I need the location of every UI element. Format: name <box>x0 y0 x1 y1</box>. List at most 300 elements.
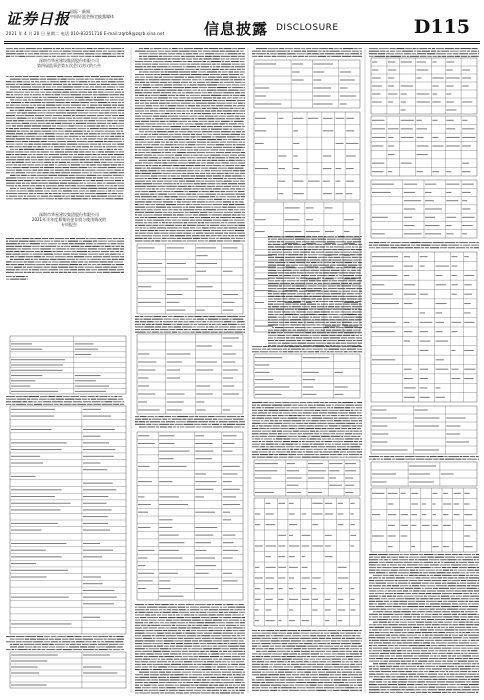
text-line <box>42 238 48 239</box>
text-line <box>10 89 18 90</box>
text-line <box>183 155 190 156</box>
text-line <box>117 53 120 54</box>
text-line <box>6 636 15 637</box>
text-line <box>196 426 201 427</box>
text-line <box>199 53 204 54</box>
text-line <box>324 653 331 654</box>
text-line <box>193 214 198 215</box>
text-line <box>150 194 155 195</box>
text-line <box>328 259 331 260</box>
text-line <box>292 317 298 318</box>
text-line <box>222 324 228 325</box>
text-line <box>135 612 138 613</box>
text-line <box>193 646 200 647</box>
text-line <box>284 278 295 279</box>
text-line <box>11 570 68 571</box>
text-line <box>290 272 296 273</box>
text-line <box>203 155 209 156</box>
text-line <box>201 627 207 628</box>
text-line <box>224 656 231 657</box>
text-line <box>96 180 104 181</box>
text-line <box>186 53 192 54</box>
text-line <box>234 121 244 122</box>
text-line <box>327 407 330 408</box>
text-line <box>310 241 314 242</box>
text-line <box>98 92 104 93</box>
text-line <box>138 354 149 355</box>
text-line <box>228 207 236 208</box>
text-line <box>39 177 43 178</box>
text-line <box>335 423 345 424</box>
text-line <box>220 669 227 670</box>
text-line <box>186 199 197 200</box>
text-line <box>239 640 244 641</box>
text-line <box>281 241 284 242</box>
text-line <box>103 183 106 184</box>
text-line <box>196 181 201 182</box>
text-line <box>135 692 139 693</box>
text-line <box>23 246 32 247</box>
text-line <box>352 51 359 52</box>
text-line <box>306 283 313 284</box>
text-line <box>252 664 260 665</box>
text-line <box>82 198 87 199</box>
text-line <box>154 630 162 631</box>
text-line <box>178 627 186 628</box>
text-line <box>241 416 244 417</box>
text-line <box>355 309 357 310</box>
text-line <box>202 638 211 639</box>
text-line <box>199 155 203 156</box>
text-line <box>15 141 21 142</box>
text-line <box>187 625 191 626</box>
text-line <box>310 317 312 318</box>
text-line <box>167 131 174 132</box>
text-line <box>54 89 64 90</box>
text-line <box>281 298 287 299</box>
text-line <box>180 183 182 184</box>
text-line <box>85 256 92 257</box>
text-line <box>268 265 276 266</box>
text-line <box>168 222 171 223</box>
text-line <box>63 86 74 87</box>
text-line <box>297 679 303 680</box>
text-line <box>150 129 154 130</box>
text-line <box>193 155 198 156</box>
text-line <box>271 332 276 333</box>
text-line <box>341 425 350 426</box>
text-line <box>195 209 203 210</box>
text-line <box>158 160 161 161</box>
text-line <box>252 640 255 641</box>
text-line <box>11 94 14 95</box>
text-line <box>330 332 337 333</box>
text-line <box>159 679 169 680</box>
text-line <box>292 72 300 73</box>
text-line <box>338 249 343 250</box>
text-line <box>342 293 346 294</box>
text-line <box>135 614 145 615</box>
text-line <box>328 423 335 424</box>
text-line <box>307 51 318 52</box>
text-line <box>72 272 77 273</box>
text-line <box>348 337 355 338</box>
text-line <box>147 664 152 665</box>
text-line <box>42 110 47 111</box>
text-line <box>138 378 148 379</box>
text-line <box>146 207 156 208</box>
text-line <box>110 254 116 255</box>
text-line <box>213 165 221 166</box>
text-line <box>221 319 228 320</box>
text-line <box>21 254 28 255</box>
text-line <box>219 48 223 49</box>
text-line <box>94 243 97 244</box>
text-line <box>92 154 96 155</box>
text-line <box>178 186 187 187</box>
text-line <box>205 666 211 667</box>
text-line <box>35 107 37 108</box>
text-line <box>197 82 205 83</box>
text-line <box>348 428 351 429</box>
text-line <box>344 436 351 437</box>
text-line <box>9 128 13 129</box>
text-line <box>292 335 299 336</box>
text-line <box>307 425 314 426</box>
text-line <box>173 56 180 57</box>
text-line <box>197 225 206 226</box>
text-line <box>216 614 223 615</box>
text-line <box>232 690 235 691</box>
text-line <box>34 99 42 100</box>
text-line <box>234 168 243 169</box>
text-line <box>10 79 21 80</box>
text-line <box>196 220 203 221</box>
text-line <box>270 646 274 647</box>
text-line <box>212 424 219 425</box>
text-line <box>90 97 93 98</box>
text-line <box>24 180 32 181</box>
text-line <box>97 136 100 137</box>
text-line <box>210 142 219 143</box>
text-line <box>335 405 345 406</box>
text-line <box>305 441 314 442</box>
text-line <box>75 399 81 400</box>
text-line <box>225 175 232 176</box>
text-line <box>18 256 24 257</box>
text-line <box>265 407 275 408</box>
text-line <box>344 252 352 253</box>
text-line <box>274 330 280 331</box>
text-line <box>238 638 242 639</box>
text-line <box>162 48 168 49</box>
text-line <box>44 193 48 194</box>
text-line <box>139 175 150 176</box>
text-line <box>347 293 354 294</box>
text-line <box>11 429 51 430</box>
text-line <box>338 402 342 403</box>
text-line <box>164 196 169 197</box>
text-line <box>52 193 57 194</box>
text-line <box>296 293 306 294</box>
text-line <box>6 167 12 168</box>
text-line <box>141 664 146 665</box>
text-line <box>151 685 157 686</box>
text-line <box>103 172 108 173</box>
text-line <box>325 231 334 232</box>
text-line <box>55 172 60 173</box>
text-line <box>308 478 324 479</box>
text-line <box>273 418 280 419</box>
text-line <box>195 685 198 686</box>
text-line <box>228 643 230 644</box>
text-line <box>359 651 362 652</box>
text-line <box>358 346 362 347</box>
text-line <box>342 444 350 445</box>
text-line <box>61 53 66 54</box>
text-line <box>302 535 311 536</box>
text-line <box>314 425 323 426</box>
text-line <box>281 296 285 297</box>
text-line <box>145 217 148 218</box>
text-line <box>242 659 245 660</box>
text-line <box>300 674 305 675</box>
text-line <box>192 679 196 680</box>
text-line <box>286 651 290 652</box>
text-line <box>210 235 216 236</box>
text-line <box>230 648 238 649</box>
text-line <box>234 212 241 213</box>
text-line <box>11 563 36 564</box>
text-line <box>67 53 73 54</box>
text-line <box>114 170 121 171</box>
text-line <box>341 285 351 286</box>
text-line <box>196 255 207 256</box>
text-line <box>232 321 236 322</box>
text-line <box>149 661 156 662</box>
text-line <box>62 180 71 181</box>
text-line <box>97 272 103 273</box>
text-line <box>319 420 325 421</box>
text-line <box>239 690 245 691</box>
text-line <box>6 246 14 247</box>
text-line <box>6 56 10 57</box>
text-line <box>47 141 56 142</box>
text-line <box>312 249 318 250</box>
text-line <box>183 61 187 62</box>
text-line <box>258 410 263 411</box>
text-line <box>190 51 197 52</box>
text-line <box>315 267 319 268</box>
text-line <box>166 100 176 101</box>
text-line <box>135 661 140 662</box>
text-line <box>331 640 337 641</box>
text-line <box>79 81 88 82</box>
text-line <box>289 546 299 547</box>
text-line <box>186 92 194 93</box>
text-line <box>163 214 173 215</box>
text-line <box>196 103 207 104</box>
text-line <box>338 418 348 419</box>
text-line <box>252 666 261 667</box>
text-line <box>76 177 85 178</box>
text-line <box>308 118 318 119</box>
text-line <box>54 404 59 405</box>
text-line <box>214 627 223 628</box>
text-line <box>22 185 30 186</box>
text-line <box>221 155 229 156</box>
text-line <box>275 246 286 247</box>
text-line <box>122 112 124 113</box>
text-line <box>97 175 102 176</box>
text-line <box>135 103 139 104</box>
text-line <box>303 379 315 380</box>
text-line <box>316 280 321 281</box>
text-line <box>13 276 15 277</box>
text-line <box>174 77 184 78</box>
text-line <box>33 401 36 402</box>
text-line <box>266 578 274 579</box>
text-line <box>312 53 319 54</box>
text-line <box>135 682 143 683</box>
text-line <box>361 640 362 641</box>
text-line <box>79 120 83 121</box>
text-line <box>167 677 169 678</box>
text-line <box>207 162 214 163</box>
text-line <box>84 183 86 184</box>
text-line <box>294 449 299 450</box>
text-line <box>195 416 198 417</box>
text-line <box>222 61 225 62</box>
text-line <box>281 244 287 245</box>
text-line <box>151 175 158 176</box>
text-line <box>118 105 124 106</box>
text-line <box>144 682 149 683</box>
text-line <box>200 682 209 683</box>
text-line <box>186 690 193 691</box>
text-line <box>230 199 240 200</box>
text-line <box>92 641 96 642</box>
text-line <box>353 630 358 631</box>
text-line <box>209 625 218 626</box>
text-line <box>255 302 264 303</box>
text-line <box>211 217 215 218</box>
text-line <box>202 191 210 192</box>
dateline: 2021 年 4 月 20 日 星期二 电话 010-83251716 E-mail:zqrb9@zqrb.sina.net <box>6 31 165 36</box>
text-line <box>332 438 334 439</box>
text-line <box>186 235 192 236</box>
text-line <box>6 112 16 113</box>
text-line <box>263 425 271 426</box>
text-line <box>217 194 221 195</box>
text-line <box>30 79 39 80</box>
text-line <box>322 438 327 439</box>
text-line <box>150 204 155 205</box>
text-line <box>51 110 57 111</box>
text-line <box>326 51 328 52</box>
text-line <box>48 146 50 147</box>
text-line <box>356 340 362 341</box>
text-line <box>283 252 292 253</box>
text-line <box>14 128 19 129</box>
text-line <box>22 123 30 124</box>
text-line <box>82 644 89 645</box>
text-line <box>11 496 55 497</box>
text-line <box>268 343 277 344</box>
text-line <box>202 426 212 427</box>
text-line <box>38 123 45 124</box>
text-line <box>182 238 193 239</box>
text-line <box>268 651 277 652</box>
text-line <box>252 349 261 350</box>
text-line <box>18 89 21 90</box>
text-line <box>196 227 201 228</box>
text-line <box>274 669 278 670</box>
text-line <box>171 147 174 148</box>
text-line <box>61 246 63 247</box>
text-line <box>183 656 188 657</box>
text-line <box>82 399 87 400</box>
text-line <box>40 246 44 247</box>
text-line <box>319 646 324 647</box>
text-line <box>71 246 80 247</box>
text-line <box>169 121 177 122</box>
text-line <box>296 278 300 279</box>
text-line <box>274 423 282 424</box>
text-line <box>223 659 231 660</box>
text-line <box>54 149 60 150</box>
text-line <box>272 638 278 639</box>
text-line <box>196 271 206 272</box>
text-line <box>103 105 111 106</box>
text-line <box>6 193 17 194</box>
text-line <box>73 53 84 54</box>
text-line <box>335 351 343 352</box>
text-line <box>87 175 97 176</box>
text-line <box>312 335 320 336</box>
text-line <box>309 330 314 331</box>
text-line <box>182 332 190 333</box>
text-line <box>308 463 323 464</box>
text-line <box>289 306 291 307</box>
text-line <box>172 222 182 223</box>
text-line <box>330 633 339 634</box>
text-line <box>261 643 270 644</box>
text-line <box>215 661 222 662</box>
text-line <box>224 113 226 114</box>
text-line <box>145 123 155 124</box>
text-line <box>235 204 244 205</box>
text-line <box>279 259 284 260</box>
text-line <box>80 646 87 647</box>
text-line <box>140 126 150 127</box>
text-line <box>305 285 307 286</box>
text-line <box>359 674 362 675</box>
text-line <box>241 199 244 200</box>
text-line <box>6 125 11 126</box>
text-line <box>299 254 303 255</box>
text-line <box>78 92 87 93</box>
text-line <box>32 170 37 171</box>
text-line <box>291 407 299 408</box>
text-line <box>220 653 224 654</box>
text-line <box>208 614 215 615</box>
text-line <box>149 622 153 623</box>
text-line <box>172 609 178 610</box>
text-line <box>354 659 360 660</box>
text-line <box>210 149 218 150</box>
text-line <box>143 84 150 85</box>
